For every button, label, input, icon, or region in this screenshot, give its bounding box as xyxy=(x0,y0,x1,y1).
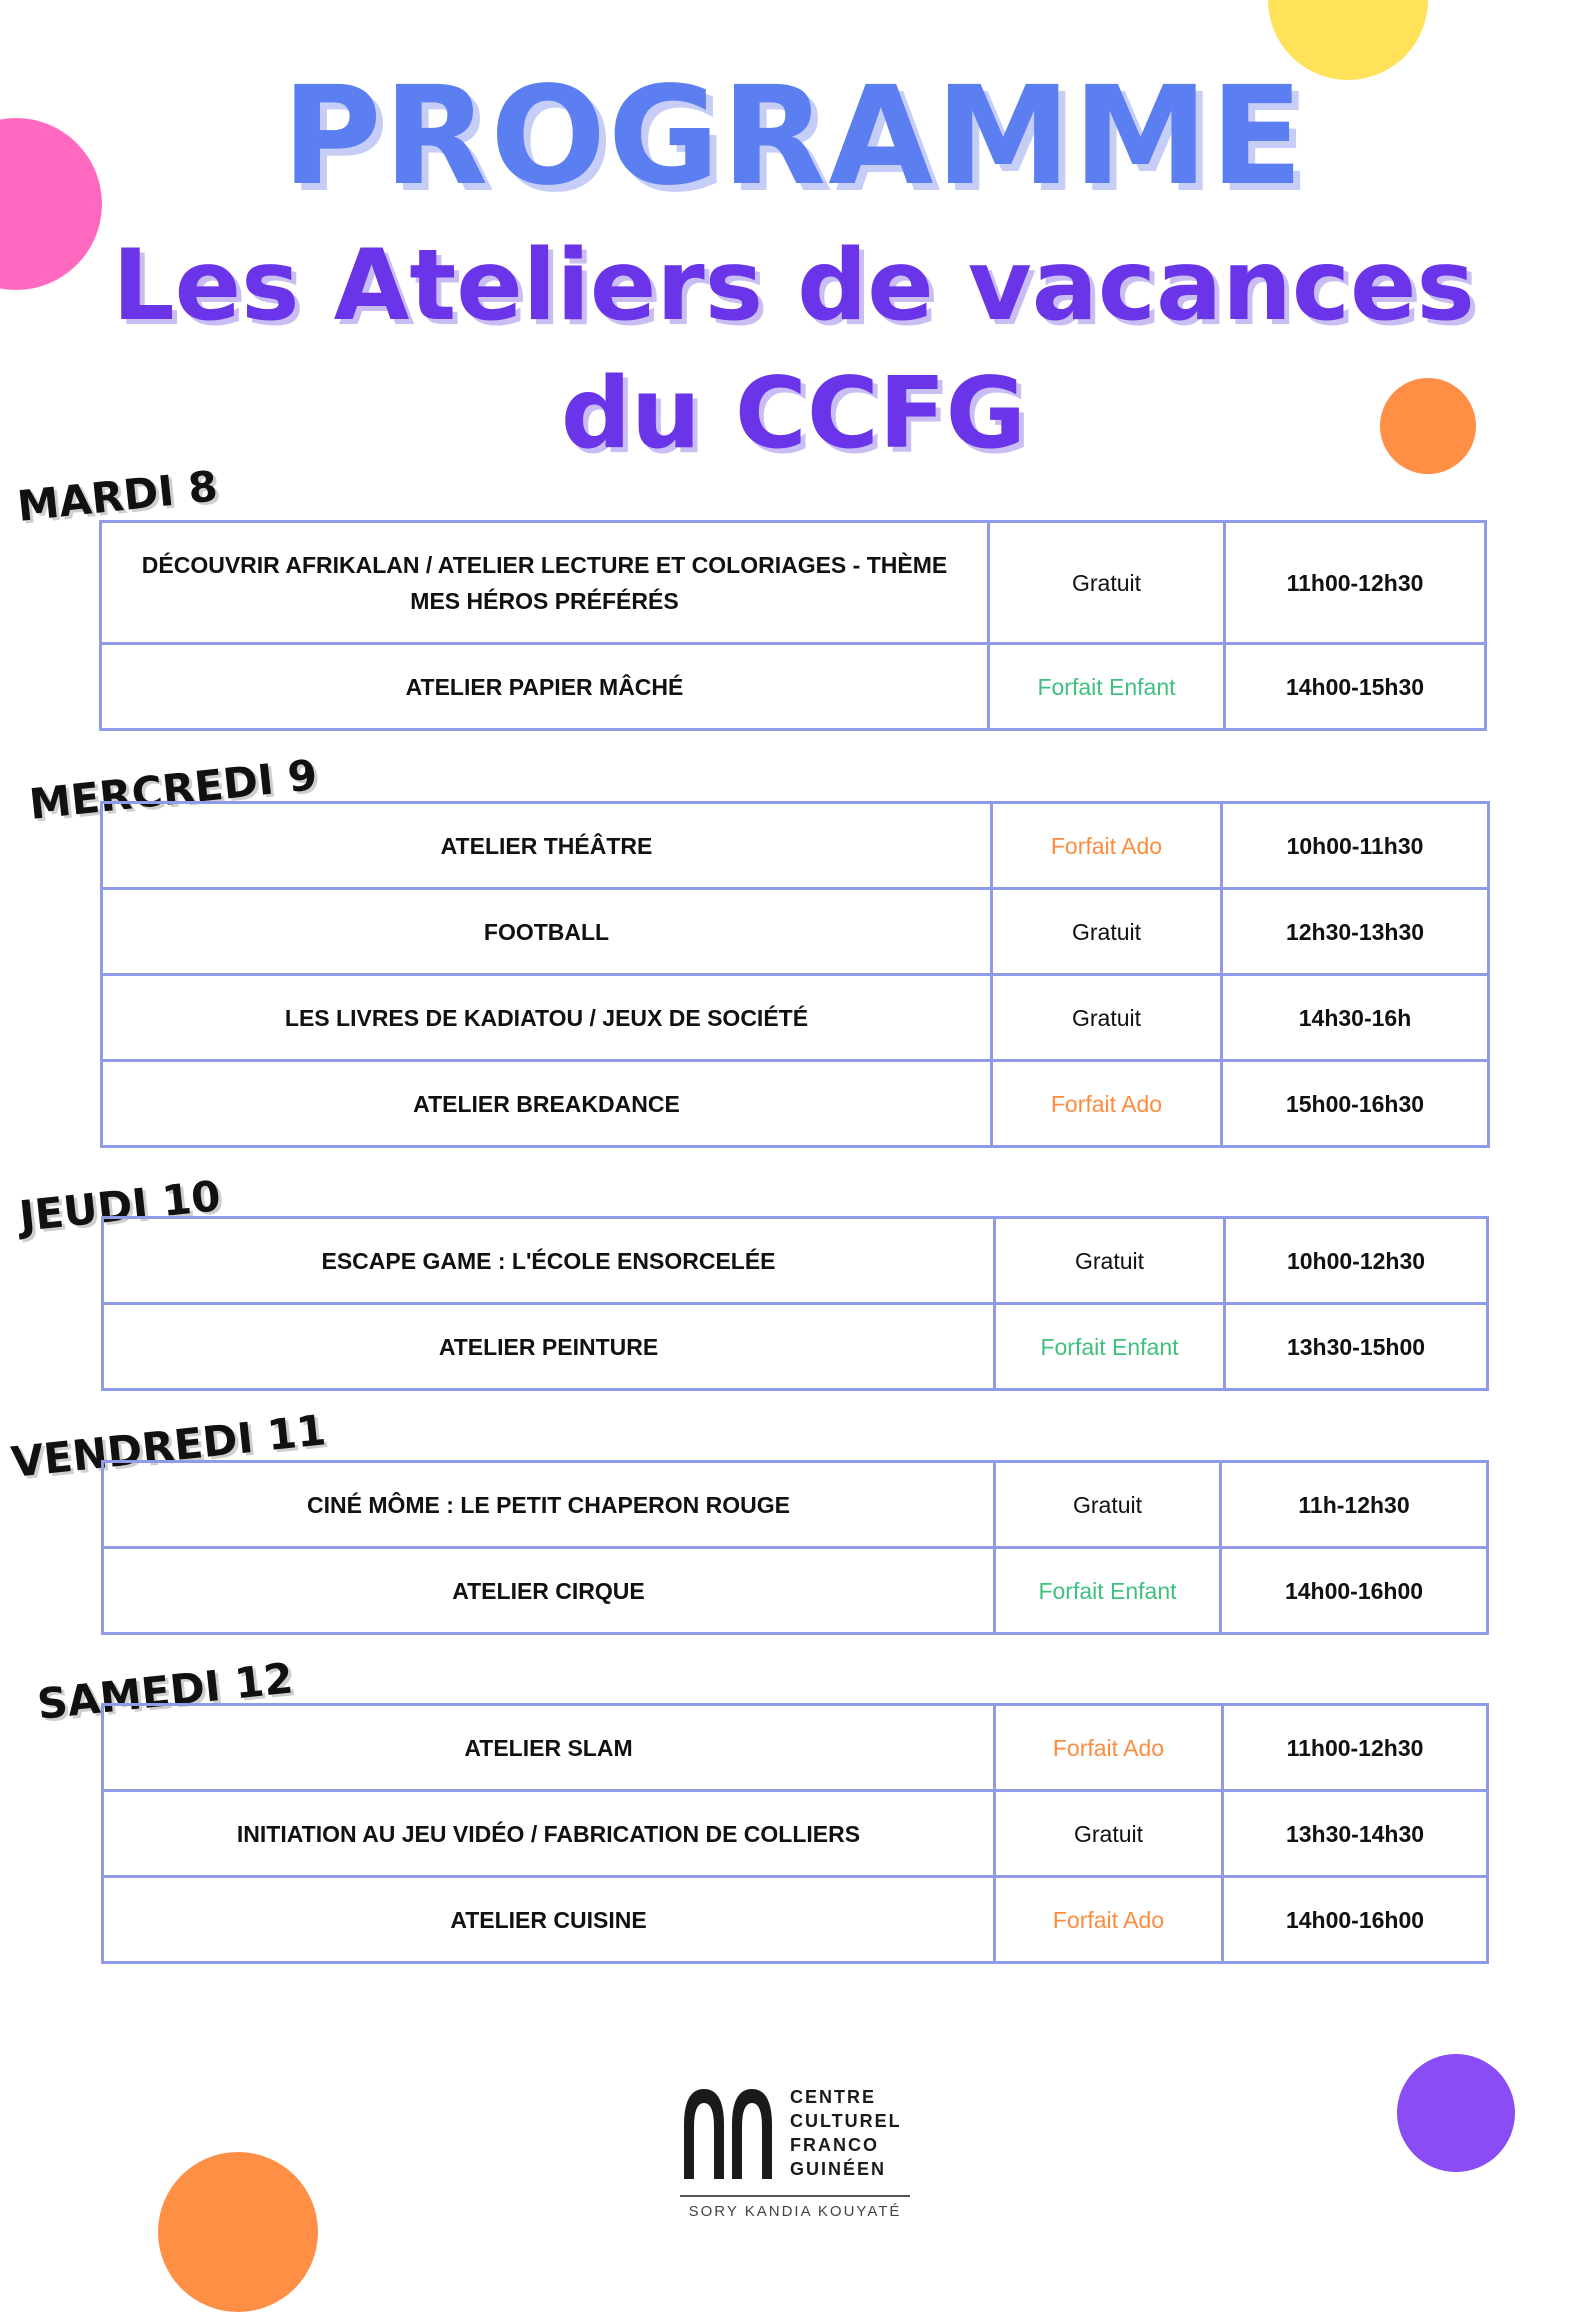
activity-cell: ATELIER PAPIER MÂCHÉ xyxy=(101,644,989,730)
time-cell: 11h-12h30 xyxy=(1221,1462,1488,1548)
activity-cell: ATELIER PEINTURE xyxy=(103,1304,995,1390)
activity-cell: ATELIER THÉÂTRE xyxy=(102,803,992,889)
table-row xyxy=(103,1462,1488,1548)
logo-line-1: CENTRE xyxy=(790,2087,877,2107)
price-cell: Forfait Enfant xyxy=(989,644,1225,730)
table-row xyxy=(102,1061,1489,1147)
purple-dot xyxy=(1397,2054,1515,2172)
schedule-table-samedi xyxy=(101,1703,1489,1964)
time-cell: 11h00-12h30 xyxy=(1223,1705,1488,1791)
table-row xyxy=(102,803,1489,889)
activity-cell: INITIATION AU JEU VIDÉO / FABRICATION DE COLLIERS xyxy=(103,1791,995,1877)
table-row xyxy=(103,1304,1488,1390)
table-row xyxy=(103,1877,1488,1963)
logo-line-2: CULTUREL xyxy=(790,2111,902,2131)
price-cell: Gratuit xyxy=(989,522,1225,644)
schedule-table-mercredi xyxy=(100,801,1490,1148)
day-label-vendredi: VENDREDI 11 xyxy=(8,1405,329,1487)
day-label-jeudi: JEUDI 10 xyxy=(16,1171,223,1241)
price-cell: Forfait Ado xyxy=(995,1705,1223,1791)
table-row xyxy=(101,644,1486,730)
orange-dot-bottom xyxy=(158,2152,318,2312)
price-cell: Forfait Enfant xyxy=(995,1548,1221,1634)
time-cell: 15h00-16h30 xyxy=(1222,1061,1489,1147)
time-cell: 14h30-16h xyxy=(1222,975,1489,1061)
schedule-table-vendredi xyxy=(101,1460,1489,1635)
activity-cell: ATELIER CIRQUE xyxy=(103,1548,995,1634)
table-row xyxy=(103,1548,1488,1634)
time-cell: 10h00-12h30 xyxy=(1225,1218,1488,1304)
day-label-samedi: SAMEDI 12 xyxy=(34,1653,296,1729)
price-cell: Forfait Ado xyxy=(992,1061,1222,1147)
ccfg-arches-icon xyxy=(680,2085,776,2181)
time-cell: 11h00-12h30 xyxy=(1225,522,1486,644)
time-cell: 13h30-14h30 xyxy=(1223,1791,1488,1877)
price-cell: Gratuit xyxy=(995,1218,1225,1304)
time-cell: 14h00-16h00 xyxy=(1223,1877,1488,1963)
price-cell: Gratuit xyxy=(995,1462,1221,1548)
time-cell: 10h00-11h30 xyxy=(1222,803,1489,889)
logo-divider xyxy=(680,2195,910,2197)
activity-cell: ATELIER BREAKDANCE xyxy=(102,1061,992,1147)
table-row xyxy=(101,522,1486,644)
activity-cell: ESCAPE GAME : L'ÉCOLE ENSORCELÉE xyxy=(103,1218,995,1304)
page-subtitle xyxy=(0,222,1587,478)
logo-line-4: GUINÉEN xyxy=(790,2159,887,2179)
logo-subtitle: SORY KANDIA KOUYATÉ xyxy=(688,2203,902,2220)
schedule-table-mardi xyxy=(99,520,1487,731)
price-cell: Gratuit xyxy=(992,889,1222,975)
activity-cell: DÉCOUVRIR AFRIKALAN / ATELIER LECTURE ET COLORIAGES - THÈME MES HÉROS PRÉFÉRÉS xyxy=(101,522,989,644)
price-cell: Gratuit xyxy=(995,1791,1223,1877)
day-label-mercredi: MERCREDI 9 xyxy=(26,750,320,829)
logo-text xyxy=(790,2085,1010,2181)
time-cell: 14h00-16h00 xyxy=(1221,1548,1488,1634)
activity-cell: ATELIER CUISINE xyxy=(103,1877,995,1963)
subtitle-line-1: Les Ateliers de vacances xyxy=(112,229,1475,343)
table-row xyxy=(103,1218,1488,1304)
activity-cell: ATELIER SLAM xyxy=(103,1705,995,1791)
schedule-table-jeudi xyxy=(101,1216,1489,1391)
time-cell: 12h30-13h30 xyxy=(1222,889,1489,975)
table-row xyxy=(103,1791,1488,1877)
activity-cell: FOOTBALL xyxy=(102,889,992,975)
time-cell: 13h30-15h00 xyxy=(1225,1304,1488,1390)
price-cell: Gratuit xyxy=(992,975,1222,1061)
price-cell: Forfait Ado xyxy=(992,803,1222,889)
day-label-mardi: MARDI 8 xyxy=(14,461,220,531)
price-cell: Forfait Enfant xyxy=(995,1304,1225,1390)
subtitle-line-2: du CCFG xyxy=(560,357,1027,471)
activity-cell: LES LIVRES DE KADIATOU / JEUX DE SOCIÉTÉ xyxy=(102,975,992,1061)
table-row xyxy=(102,975,1489,1061)
table-row xyxy=(102,889,1489,975)
page-title: PROGRAMME xyxy=(281,58,1306,216)
time-cell: 14h00-15h30 xyxy=(1225,644,1486,730)
table-row xyxy=(103,1705,1488,1791)
activity-cell: CINÉ MÔME : LE PETIT CHAPERON ROUGE xyxy=(103,1462,995,1548)
price-cell: Forfait Ado xyxy=(995,1877,1223,1963)
logo-line-3: FRANCO xyxy=(790,2135,879,2155)
